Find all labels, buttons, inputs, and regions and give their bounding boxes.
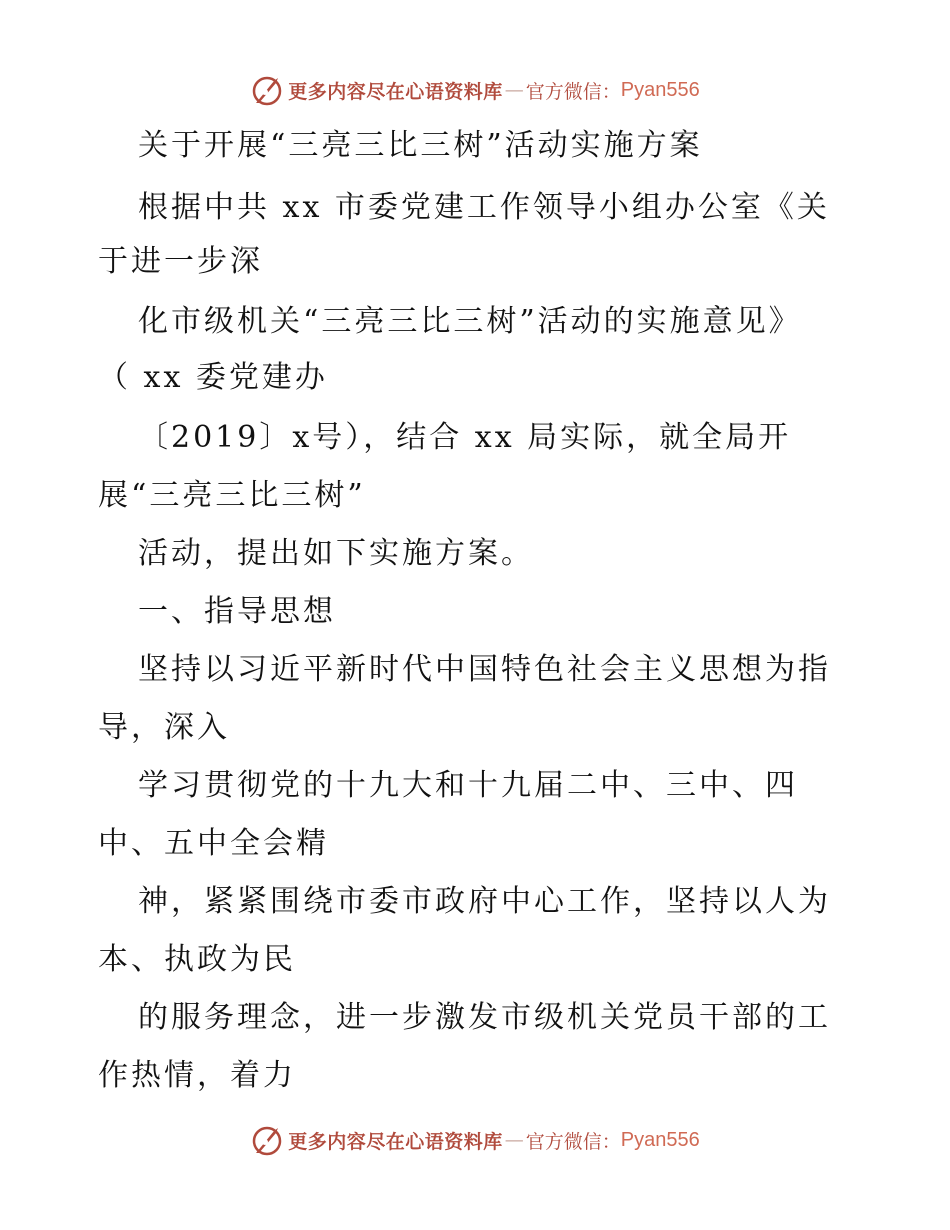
quill-pen-logo-icon	[250, 73, 284, 107]
paragraph-line: 中、五中全会精	[98, 826, 329, 861]
paragraph-line: （ xx 委党建办	[98, 360, 328, 395]
paragraph-line: 学习贯彻党的十九大和十九届二中、三中、四	[138, 768, 798, 803]
banner-text: 更多内容尽在心语资料库	[288, 80, 503, 103]
paragraph-line: 作热情，着力	[98, 1058, 296, 1093]
banner-wechat-id: Pyan556	[620, 1128, 700, 1151]
paragraph-line: 导，深入	[98, 710, 230, 745]
paragraph-line: 坚持以习近平新时代中国特色社会主义思想为指	[138, 652, 831, 687]
paragraph-line: 化市级机关“三亮三比三树”活动的实施意见》	[138, 304, 802, 339]
section-heading: 一、指导思想	[138, 594, 336, 629]
banner-wechat-label: 官方微信：	[525, 1130, 621, 1153]
banner-wechat-label: 官方微信：	[525, 80, 621, 103]
paragraph-line: 本、执政为民	[98, 942, 296, 977]
paragraph-line: 神，紧紧围绕市委市政府中心工作，坚持以人为	[138, 884, 831, 919]
paragraph-line: 展“三亮三比三树”	[98, 478, 366, 513]
header-watermark-banner	[0, 70, 950, 110]
paragraph-line: 〔2019〕x号），结合 xx 局实际，就全局开	[138, 420, 792, 455]
paragraph-line: 活动，提出如下实施方案。	[138, 536, 534, 571]
banner-wechat-id: Pyan556	[620, 78, 700, 101]
banner-dash: —	[504, 1129, 524, 1151]
paragraph-line: 的服务理念，进一步激发市级机关党员干部的工	[138, 1000, 831, 1035]
document-title: 关于开展“三亮三比三树”活动实施方案	[138, 128, 703, 163]
footer-watermark-banner	[0, 1120, 950, 1160]
quill-pen-logo-icon	[250, 1123, 284, 1157]
banner-dash: —	[504, 79, 524, 101]
paragraph-line: 根据中共 xx 市委党建工作领导小组办公室《关	[138, 190, 830, 225]
banner-text: 更多内容尽在心语资料库	[288, 1130, 503, 1153]
paragraph-line: 于进一步深	[98, 244, 263, 279]
